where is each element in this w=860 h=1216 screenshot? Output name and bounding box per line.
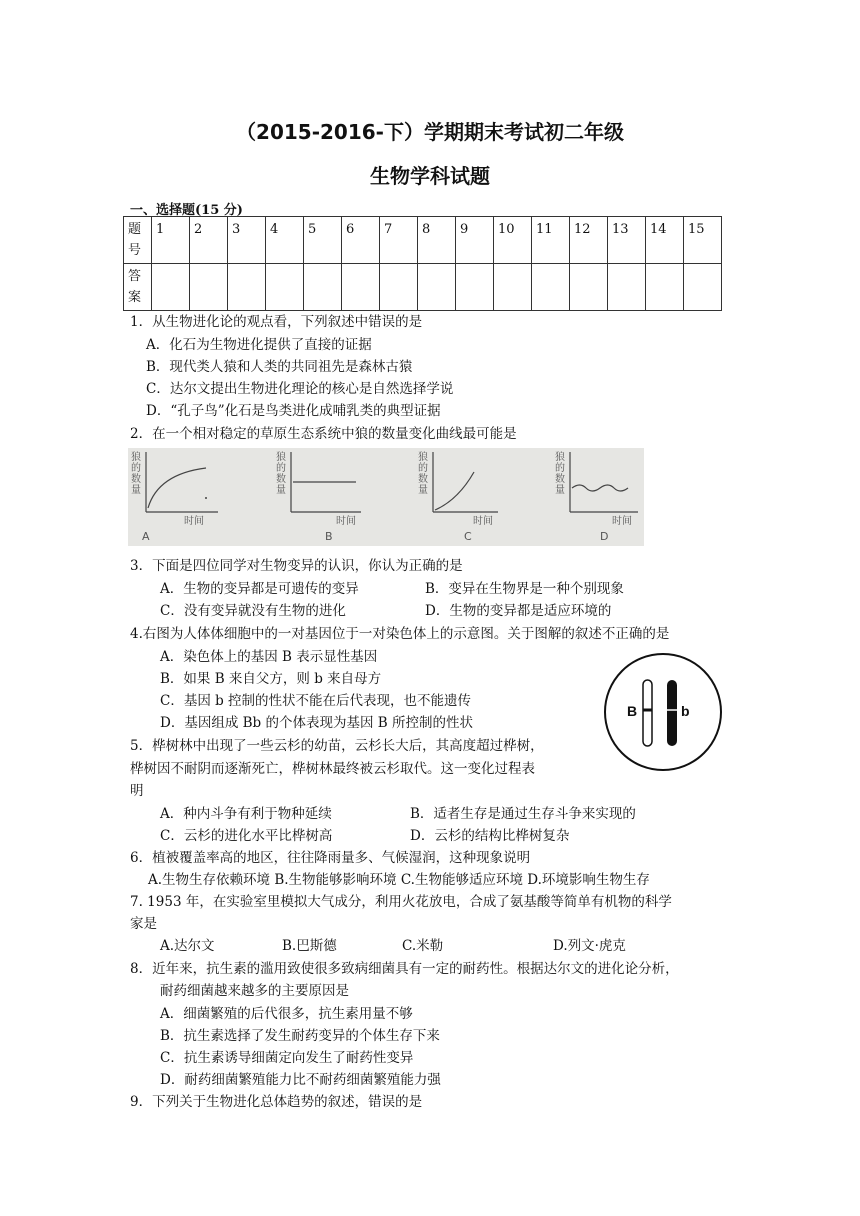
q1-option-b: B．现代类人猿和人类的共同祖先是森林古猿 <box>146 359 413 375</box>
q3-stem: 3．下面是四位同学对生物变异的认识，你认为正确的是 <box>130 558 463 574</box>
q7-stem-line2: 家是 <box>130 916 157 932</box>
q7-option-c: C.米勒 <box>402 938 444 954</box>
question-number-cell: 2 <box>190 217 228 264</box>
q4-option-d: D．基因组成 Bb 的个体表现为基因 B 所控制的性状 <box>160 715 473 731</box>
q3-option-a: A．生物的变异都是可遗传的变异 <box>160 581 359 597</box>
q3-option-b: B．变异在生物界是一种个别现象 <box>425 581 624 597</box>
exam-title: （2015-2016-下）学期期末考试初二年级 <box>236 120 624 144</box>
graph-d <box>555 450 638 543</box>
q4-option-a: A．染色体上的基因 B 表示显性基因 <box>160 649 378 665</box>
answer-cell[interactable] <box>190 264 228 311</box>
question-number-cell: 3 <box>228 217 266 264</box>
graph-d-letter: D <box>600 530 609 543</box>
chromosome-right <box>667 680 677 746</box>
q4-option-b: B．如果 B 来自父方，则 b 来自母方 <box>160 671 382 687</box>
q9-stem: 9．下列关于生物进化总体趋势的叙述，错误的是 <box>130 1094 423 1110</box>
exam-subtitle: 生物学科试题 <box>370 164 490 188</box>
question-number-cell: 4 <box>266 217 304 264</box>
q8-stem-line1: 8．近年来，抗生素的滥用致使很多致病细菌具有一定的耐药性。根据达尔文的进化论分析， <box>130 961 679 977</box>
q7-stem-line1: 7. 1953 年，在实验室里模拟大气成分，利用火花放电，合成了氨基酸等简单有机物的科学 <box>130 894 672 910</box>
graph-a <box>131 450 218 543</box>
q8-option-b: B．抗生素选择了发生耐药变异的个体生存下来 <box>160 1028 440 1044</box>
question-number-cell: 1 <box>152 217 190 264</box>
q1-option-d: D．“孔子鸟”化石是鸟类进化成哺乳类的典型证据 <box>146 403 441 419</box>
answer-cell[interactable] <box>570 264 608 311</box>
answer-cell[interactable] <box>646 264 684 311</box>
graph-d-ylabel: 狼的数量 <box>555 452 565 496</box>
graph-b <box>276 450 361 543</box>
question-number-cell: 5 <box>304 217 342 264</box>
answer-cell[interactable] <box>228 264 266 311</box>
question-number-cell: 6 <box>342 217 380 264</box>
q6-options: A.生物生存依赖环境 B.生物能够影响环境 C.生物能够适应环境 D.环境影响生物生存 <box>148 872 650 888</box>
q7-option-b: B.巴斯德 <box>282 938 337 954</box>
answer-cell[interactable] <box>266 264 304 311</box>
q7-option-a: A.达尔文 <box>160 938 215 954</box>
answer-cell[interactable] <box>152 264 190 311</box>
wolf-population-graphs <box>128 448 644 546</box>
section-heading: 一、选择题(15 分) <box>130 203 243 218</box>
graph-b-xlabel: 时间 <box>336 516 356 527</box>
chromosome-left <box>643 680 652 746</box>
q2-stem: 2．在一个相对稳定的草原生态系统中狼的数量变化曲线最可能是 <box>130 426 517 442</box>
graph-b-ylabel: 狼的数量 <box>276 452 286 496</box>
graph-c <box>418 450 498 543</box>
answer-cell[interactable] <box>380 264 418 311</box>
answer-table <box>123 216 722 311</box>
question-number-cell: 15 <box>684 217 722 264</box>
graph-c-letter: C <box>464 530 472 543</box>
q4-option-c: C．基因 b 控制的性状不能在后代表现，也不能遗传 <box>160 693 472 709</box>
question-number-cell: 11 <box>532 217 570 264</box>
chromosome-figure <box>603 648 723 776</box>
answer-cell[interactable] <box>532 264 570 311</box>
q8-stem-line2: 耐药细菌越来越多的主要原因是 <box>160 983 349 999</box>
q8-option-d: D．耐药细菌繁殖能力比不耐药细菌繁殖能力强 <box>160 1072 441 1088</box>
row-label-number: 题号 <box>124 217 152 264</box>
question-number-cell: 14 <box>646 217 684 264</box>
graph-b-letter: B <box>325 530 333 543</box>
q7-option-d: D.列文·虎克 <box>553 938 626 954</box>
answer-cell[interactable] <box>342 264 380 311</box>
q5-stem-line2: 桦树因不耐阴而逐渐死亡，桦树林最终被云杉取代。这一变化过程表 <box>130 761 535 777</box>
graph-d-curve <box>572 485 628 491</box>
chromosome-svg <box>603 648 723 776</box>
graph-a-dot <box>205 497 207 499</box>
graph-c-xlabel: 时间 <box>473 516 493 527</box>
gene-label-b-lower: b <box>681 703 690 719</box>
question-number-cell: 7 <box>380 217 418 264</box>
graph-d-xlabel: 时间 <box>612 516 632 527</box>
q5-stem-line1: 5．桦树林中出现了一些云杉的幼苗，云杉长大后，其高度超过桦树， <box>130 738 544 754</box>
table-row <box>124 217 722 264</box>
question-number-cell: 9 <box>456 217 494 264</box>
graph-a-letter: A <box>142 530 150 543</box>
q5-option-b: B．适者生存是通过生存斗争来实现的 <box>410 806 636 822</box>
q5-option-c: C．云杉的进化水平比桦树高 <box>160 828 333 844</box>
answer-cell[interactable] <box>494 264 532 311</box>
q1-stem: 1．从生物进化论的观点看，下列叙述中错误的是 <box>130 314 423 330</box>
answer-cell[interactable] <box>304 264 342 311</box>
answer-cell[interactable] <box>684 264 722 311</box>
cell-outline <box>605 654 721 770</box>
answer-cell[interactable] <box>608 264 646 311</box>
graph-c-ylabel: 狼的数量 <box>418 452 428 496</box>
q8-option-a: A．细菌繁殖的后代很多，抗生素用量不够 <box>160 1006 413 1022</box>
row-label-answer: 答案 <box>124 264 152 311</box>
question-number-cell: 13 <box>608 217 646 264</box>
question-number-cell: 12 <box>570 217 608 264</box>
gene-label-b-upper: B <box>627 703 638 719</box>
q1-option-a: A．化石为生物进化提供了直接的证据 <box>146 337 372 353</box>
q5-option-d: D．云杉的结构比桦树复杂 <box>410 828 570 844</box>
graph-a-curve <box>148 468 206 508</box>
question-number-cell: 8 <box>418 217 456 264</box>
graph-a-xlabel: 时间 <box>184 516 204 527</box>
q8-option-c: C．抗生素诱导细菌定向发生了耐药性变异 <box>160 1050 414 1066</box>
question-number-cell: 10 <box>494 217 532 264</box>
answer-cell[interactable] <box>418 264 456 311</box>
graphs-svg <box>128 448 644 546</box>
q3-option-d: D．生物的变异都是适应环境的 <box>425 603 612 619</box>
q3-option-c: C．没有变异就没有生物的进化 <box>160 603 346 619</box>
q1-option-c: C．达尔文提出生物进化理论的核心是自然选择学说 <box>146 381 454 397</box>
graph-a-ylabel: 狼的数量 <box>131 452 141 496</box>
q5-stem-line3: 明 <box>130 783 144 799</box>
answer-cell[interactable] <box>456 264 494 311</box>
q4-stem: 4.右图为人体体细胞中的一对基因位于一对染色体上的示意图。关于图解的叙述不正确的是 <box>130 626 670 642</box>
q5-option-a: A．种内斗争有利于物种延续 <box>160 806 332 822</box>
graph-c-curve <box>435 472 474 510</box>
table-row <box>124 264 722 311</box>
q6-stem: 6．植被覆盖率高的地区，往往降雨量多、气候湿润，这种现象说明 <box>130 850 531 866</box>
